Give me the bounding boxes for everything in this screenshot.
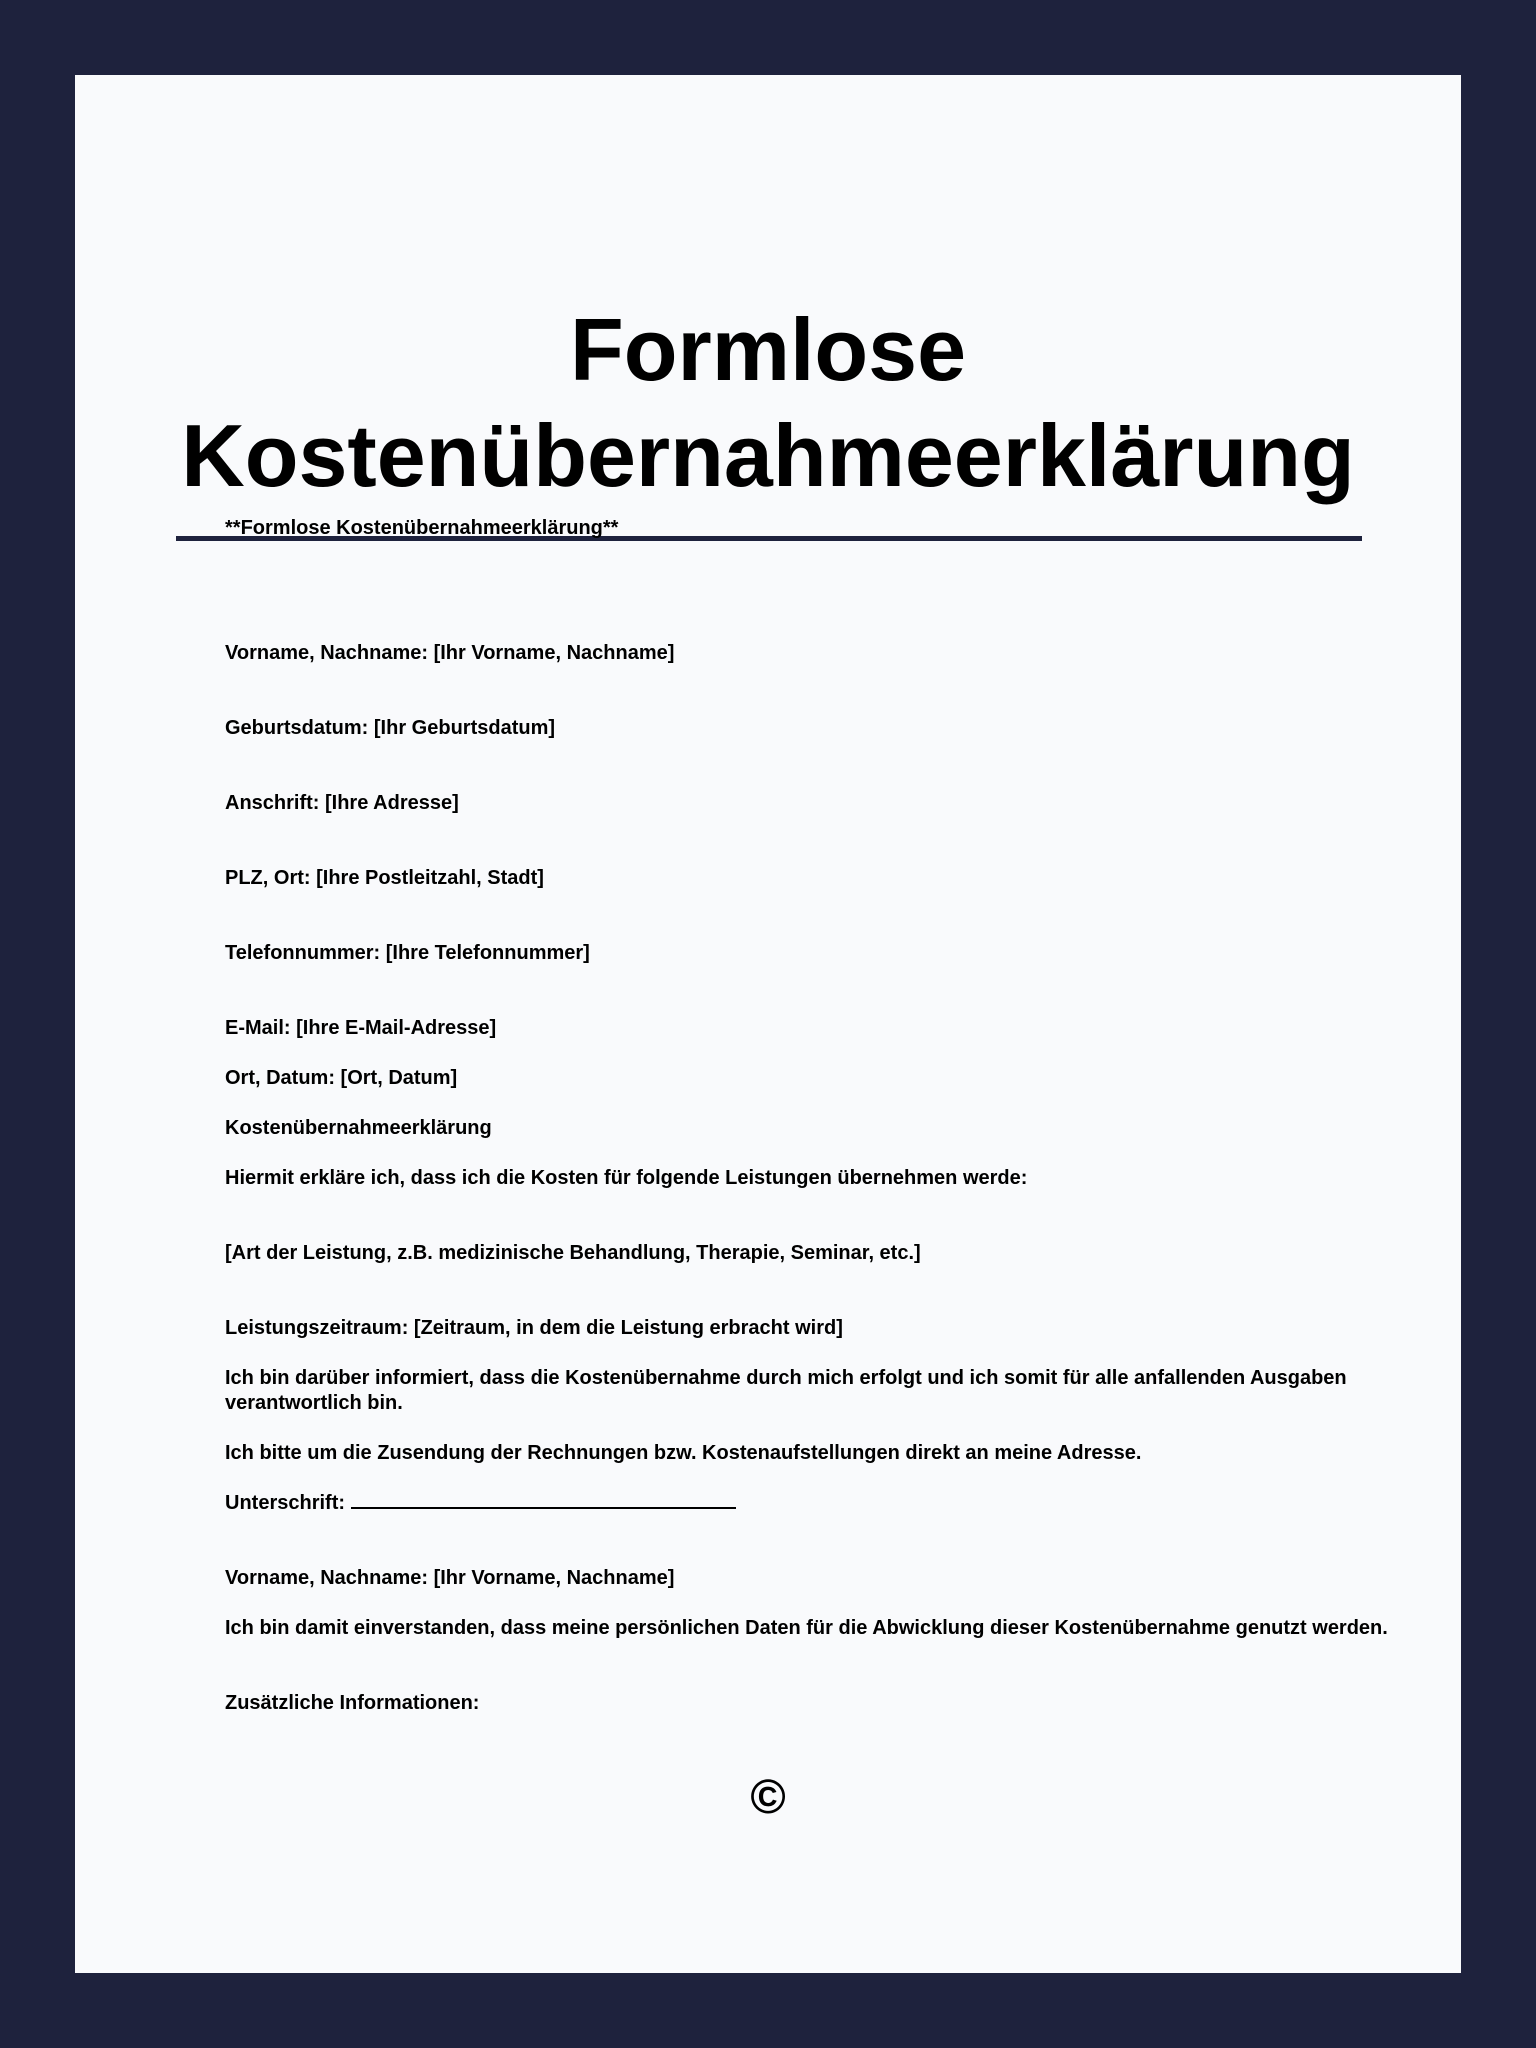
- field-name: Vorname, Nachname: [Ihr Vorname, Nachname]: [225, 642, 675, 664]
- field-birthdate: Geburtsdatum: [Ihr Geburtsdatum]: [225, 717, 556, 739]
- declaration-text: Hiermit erkläre ich, dass ich die Kosten für folgende Leistungen übernehmen werde:: [225, 1167, 1028, 1189]
- consent-statement: Ich bin damit einverstanden, dass meine persönlichen Daten für die Abwicklung dieser Kostenübernahme genutzt werden.: [225, 1617, 1388, 1639]
- additional-info-label: Zusätzliche Informationen:: [225, 1692, 480, 1714]
- field-email: E-Mail: [Ihre E-Mail-Adresse]: [225, 1017, 497, 1039]
- document-page: [75, 75, 1461, 1973]
- invoice-request: Ich bitte um die Zusendung der Rechnungen bzw. Kostenaufstellungen direkt an meine Adresse.: [225, 1442, 1142, 1464]
- title-line-2: Kostenübernahmeerklärung: [181, 406, 1355, 505]
- title-line-1: Formlose: [569, 300, 967, 399]
- signature-line[interactable]: [351, 1507, 736, 1509]
- document-heading: **Formlose Kostenübernahmeerklärung**: [225, 517, 619, 539]
- informed-statement: Ich bin darüber informiert, dass die Kostenübernahme durch mich erfolgt und ich somit für alle anfallenden Ausgaben verantwortlich bin.: [225, 1367, 1347, 1414]
- service-type: [Art der Leistung, z.B. medizinische Behandlung, Therapie, Seminar, etc.]: [225, 1242, 921, 1264]
- signature-label: Unterschrift:: [225, 1492, 346, 1514]
- field-zip-city: PLZ, Ort: [Ihre Postleitzahl, Stadt]: [225, 867, 544, 889]
- field-phone: Telefonnummer: [Ihre Telefonnummer]: [225, 942, 590, 964]
- service-period: Leistungszeitraum: [Zeitraum, in dem die Leistung erbracht wird]: [225, 1317, 843, 1339]
- field-place-date: Ort, Datum: [Ort, Datum]: [225, 1067, 458, 1089]
- signature-row: [225, 1491, 1445, 1516]
- subject-line: Kostenübernahmeerklärung: [225, 1117, 492, 1139]
- field-address: Anschrift: [Ihre Adresse]: [225, 792, 459, 814]
- field-name-repeat: Vorname, Nachname: [Ihr Vorname, Nachname]: [225, 1567, 675, 1589]
- document-title: [75, 297, 1461, 509]
- copyright-icon: ©: [750, 1771, 786, 1824]
